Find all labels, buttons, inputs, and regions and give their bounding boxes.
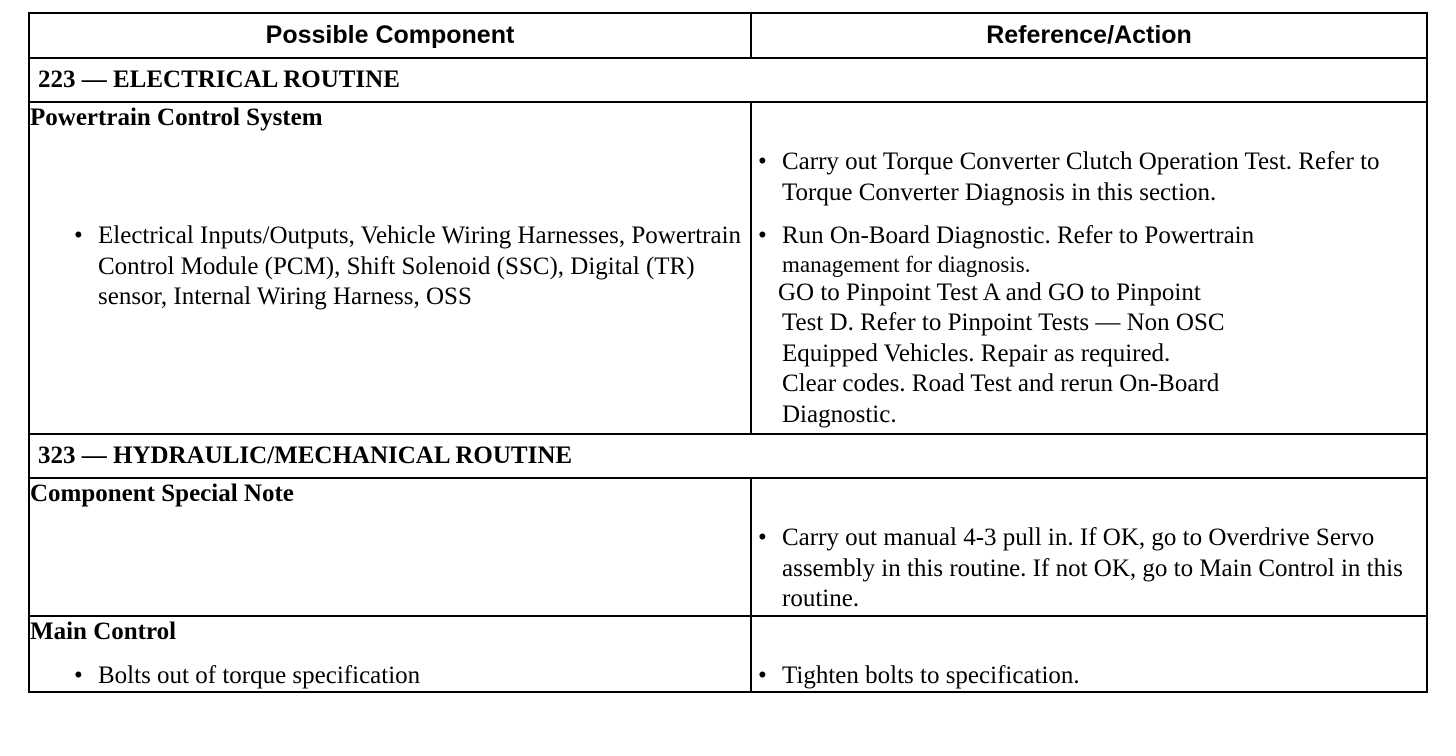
component-cell [29, 616, 751, 693]
routine-row [29, 434, 1427, 478]
header-reference-action: Reference/Action [751, 13, 1427, 58]
component-title: Main Control [30, 617, 177, 645]
list-item [74, 661, 750, 692]
table-row [29, 102, 1427, 434]
action-text: Tighten bolts to specification. [782, 661, 1080, 689]
action-cell [751, 616, 1427, 693]
bullet-icon: • [758, 661, 767, 689]
list-item [758, 221, 1426, 252]
routine-title: 323 — HYDRAULIC/MECHANICAL ROUTINE [29, 434, 1427, 478]
table-header-row [29, 13, 1427, 58]
header-possible-component: Possible Component [29, 13, 751, 58]
component-cell [29, 478, 751, 616]
bullet-icon: • [74, 661, 83, 689]
action-text: management for diagnosis. [782, 251, 1031, 277]
action-text: GO to Pinpoint Test A and GO to Pinpoint [778, 278, 1201, 306]
action-text: Carry out Torque Converter Clutch Operation Test. Refer to Torque Converter Diagnosis in this section. [782, 148, 1380, 206]
list-item [758, 147, 1426, 208]
routine-row [29, 58, 1427, 102]
component-detail: Bolts out of torque specification [98, 661, 421, 689]
list-item [74, 221, 750, 313]
table-row [29, 478, 1427, 616]
bullet-icon: • [758, 148, 767, 175]
list-item [758, 523, 1426, 615]
bullet-icon: • [758, 222, 767, 249]
component-cell [29, 102, 751, 434]
action-text: Run On-Board Diagnostic. Refer to Powertrain [782, 222, 1255, 249]
action-text: Test D. Refer to Pinpoint Tests — Non OSC [782, 309, 1225, 336]
routine-title: 223 — ELECTRICAL ROUTINE [29, 58, 1427, 102]
action-text: Carry out manual 4-3 pull in. If OK, go to Overdrive Servo assembly in this routine. If not OK, go to Main Control in this routine. [782, 524, 1403, 612]
action-cell [751, 478, 1427, 616]
action-cell [751, 102, 1427, 434]
diagnostic-table [28, 12, 1428, 693]
bullet-icon: • [758, 524, 767, 551]
component-detail: Electrical Inputs/Outputs, Vehicle Wiring Harnesses, Powertrain Control Module (PCM), Shift Solenoid (SSC), Digital (TR) sensor, Internal Wiring Harness, OSS [98, 222, 742, 310]
component-title: Component Special Note [30, 480, 294, 507]
bullet-icon: • [74, 222, 83, 249]
action-text: Equipped Vehicles. Repair as required. [782, 339, 1171, 367]
list-item [758, 661, 1426, 692]
table-row [29, 616, 1427, 693]
component-title: Powertrain Control System [30, 104, 323, 131]
action-text: Clear codes. Road Test and rerun On-Board [782, 370, 1220, 397]
action-text: Diagnostic. [782, 400, 897, 428]
